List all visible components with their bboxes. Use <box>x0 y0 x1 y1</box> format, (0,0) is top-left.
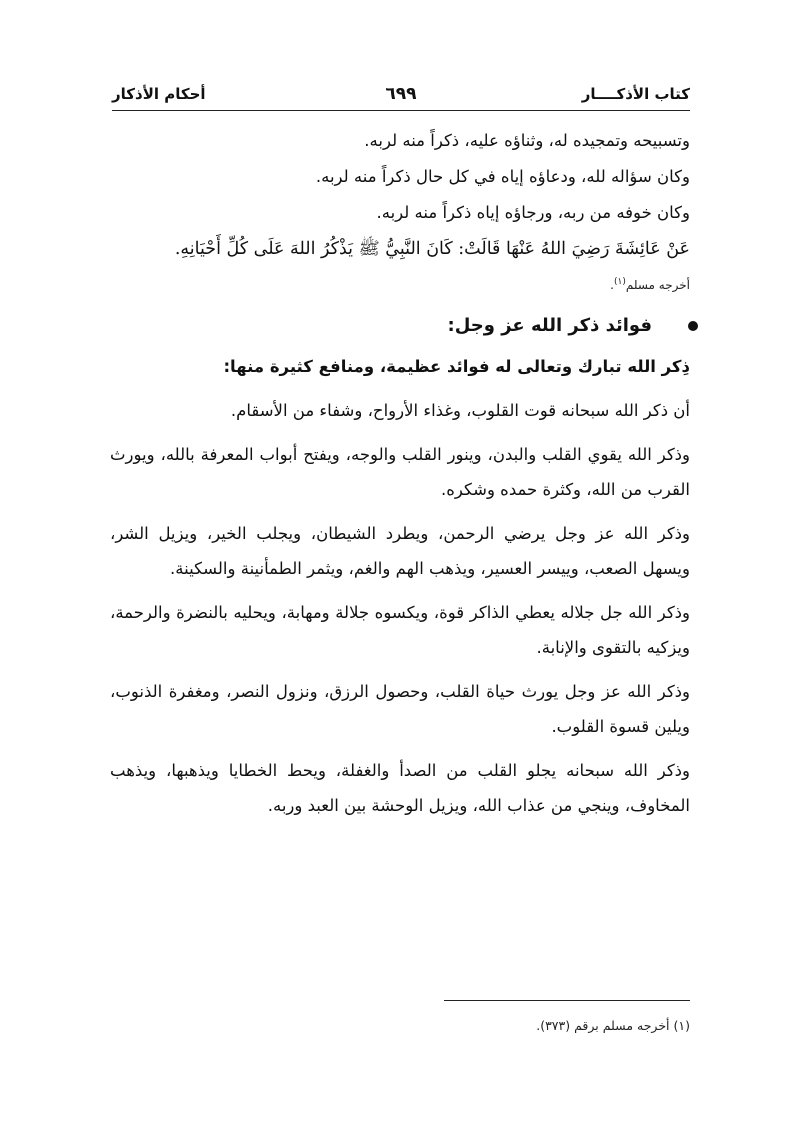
hadith-source <box>110 270 690 297</box>
intro-line: وكان سؤاله لله، ودعاؤه إياه في كل حال ذكراً منه لربه. <box>315 167 690 186</box>
running-header <box>112 82 690 108</box>
page-number: ٦٩٩ <box>385 84 417 104</box>
header-divider <box>112 110 690 111</box>
paragraph: أن ذكر الله سبحانه قوت القلوب، وغذاء الأرواح، وشفاء من الأسقام. <box>230 401 690 420</box>
paragraph: وذكر الله عز وجل يورث حياة القلب، وحصول الرزق، ونزول النصر، ومغفرة الذنوب، ويلين قسوة القلوب. <box>110 682 690 736</box>
intro-line: وكان خوفه من ربه، ورجاؤه إياه ذكراً منه لربه. <box>376 203 690 222</box>
footnote-marker[interactable]: (١) <box>613 277 626 287</box>
section-heading <box>110 309 690 343</box>
hadith-text: عَنْ عَائِشَةَ رَضِيَ اللهُ عَنْهَا قَالَتْ: كَانَ النَّبِيُّ ﷺ يَذْكُرُ اللهَ عَلَى كُلِّ أَحْيَانِهِ. <box>174 239 690 259</box>
footnote: (١) أخرجه مسلم برقم (٣٧٣). <box>536 1018 690 1033</box>
page-body <box>110 126 690 832</box>
hadith-source-end: . <box>610 278 614 292</box>
section-title: فوائد ذكر الله عز وجل: <box>447 315 652 336</box>
hadith-source-text: أخرجه مسلم <box>625 278 690 292</box>
footnote-divider <box>444 1000 690 1001</box>
chapter-title: أحكام الأذكار <box>112 85 206 103</box>
intro-line: وتسبيحه وتمجيده له، وثناؤه عليه، ذكراً منه لربه. <box>364 131 690 150</box>
section-subheading: ذِكر الله تبارك وتعالى له فوائد عظيمة، ومنافع كثيرة منها: <box>223 357 690 376</box>
bullet-icon <box>688 321 698 331</box>
paragraph: وذكر الله عز وجل يرضي الرحمن، ويطرد الشيطان، ويجلب الخير، ويزيل الشر، ويسهل الصعب، وييسر العسير، ويذهب الهم والغم، ويثمر الطمأنينة والسكينة. <box>110 524 690 578</box>
book-title: كتاب الأذكــــار <box>581 85 690 103</box>
paragraph: وذكر الله سبحانه يجلو القلب من الصدأ والغفلة، ويحط الخطايا ويذهبها، ويذهب المخاوف، وينجي من عذاب الله، ويزيل الوحشة بين العبد وربه. <box>110 761 690 815</box>
paragraph: وذكر الله جل جلاله يعطي الذاكر قوة، ويكسوه جلالة ومهابة، ويحليه بالنضرة والرحمة، ويزكيه بالتقوى والإنابة. <box>110 603 690 657</box>
paragraph: وذكر الله يقوي القلب والبدن، وينور القلب والوجه، ويفتح أبواب المعرفة بالله، ويورث القرب من الله، وكثرة حمده وشكره. <box>110 445 690 499</box>
